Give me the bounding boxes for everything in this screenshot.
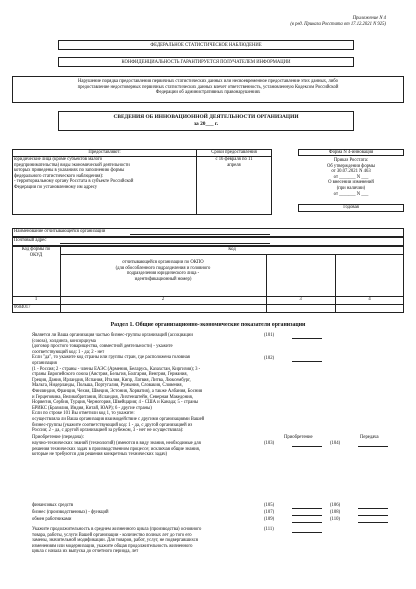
transfer-header: Передача (360, 435, 379, 440)
confidential-box: КОНФИДЕНЦИАЛЬНОСТЬ ГАРАНТИРУЕТСЯ ПОЛУЧАТЕЛЕМ ИНФОРМАЦИИ (58, 57, 354, 67)
warning-line: Нарушение порядка предоставления первичных статистических данных или несвоевременное предоставление этих данных, либо (78, 79, 338, 84)
item-text: научно-технических знаний (технологий) (имеются в виду знания, необходимые для решения технических задач в производственном процессе; исключая общие знания, которые не требуются для решения конкретных технических задач) (32, 441, 201, 458)
acquisition-header: Приобретение (284, 435, 313, 440)
acquisition-label: Приобретение (передача): (32, 435, 84, 440)
warning-box (12, 76, 404, 103)
row-code-102: (102) (264, 356, 275, 361)
item-text: обмен работниками (32, 517, 72, 522)
section-text: Является ли Ваша организация частью бизнес-группы организаций (ассоциации (союза), холдинга, консорциума (договор простого товарищества, совместной деятельности) - укажите соответствующий код: 1 - да; 2 - нет Если "да", то укажите код страны или группы стран, где расположена головная организация (1 - Россия; 2 - страны - члены ЕАЭС (Армения, Беларусь, Казахстан, Киргизия); 3 - страны Европейского союза (Австрия, Бельгия, Болгария, Венгрия, Германия, Греция, Дания, Ирландия, Испания, Италия, Кипр, Латвия, Литва, Люксембург, Мальта, Нидерланды, Польша, Португалия, Румыния, Словакия, Словения, Финляндия, Франция, Чехия, Швеция, Эстония, Хорватия), а также Албания, Босния и Герцеговина, Великобритания, Исландия, Лихтенштейн, Северная Македония, Норвегия, Сербия, Турция, Черногория, Швейцария; 4 - США и Канада; 5 - страны БРИКС (Бразилия, Индия, Китай, ЮАР); 6 - другие страны) Если по строке 101 Вы отметили код 1, то укажите: осуществляла ли Ваша организация взаимодействие с другими организациями Вашей бизнес-группы (укажите соответствующий код: 1 - да, с другой организацией из России; 2 - да, с другой организацией за рубежом, 3 - нет не осуществляла): (32, 333, 205, 434)
warning-line: предоставление недостоверных первичных статистических данных влечет ответственность, установленную Кодексом Российской (77, 84, 339, 90)
row-code-106: (106) (330, 503, 341, 508)
row-code-101: (101) (264, 333, 275, 338)
lifecycle-text: Укажите продолжительность в среднем жизненного цикла (производства) основного товара, работы, услуги Вашей организации - количество полных лет до того его замены, значительной модификации. Для товаров, работ, услуг, не подвергавшихся изменениям или модернизации, укажите общая продолжительность жизненного цикла с начала их выпуска до отчетного периода, лет (32, 527, 202, 555)
col-number: 3 (299, 297, 302, 302)
form-number: Форма N 4-инновация (328, 150, 374, 155)
answer-line-110[interactable] (358, 522, 388, 523)
answer-line-108[interactable] (358, 515, 388, 516)
item-text: финансовых средств (32, 503, 74, 508)
row-code-109: (109) (264, 517, 275, 522)
row-code-104: (104) (330, 441, 341, 446)
okpo-label: отчитывающейся организации по ОКПО (для обособленного подразделения и головного подразделения юридического лица - идентификационный номер) (115, 260, 211, 282)
item-text: бизнес (производственных) - функций (32, 510, 109, 515)
row-code-108: (108) (330, 510, 341, 515)
code-label: Код (228, 247, 236, 252)
answer-line-106[interactable] (358, 508, 388, 509)
answer-line-109[interactable] (292, 522, 322, 523)
answer-line-105[interactable] (292, 508, 322, 509)
title-box (58, 111, 354, 131)
okud-code: 0604017 (14, 305, 31, 310)
row-code-110: (110) (330, 517, 340, 522)
answer-line-101[interactable] (292, 338, 322, 339)
row-code-103: (103) (264, 441, 275, 446)
section-title: Раздел 1. Общие организационно-экономические показатели организации (110, 322, 306, 328)
col-number: 1 (34, 297, 38, 302)
form-title: СВЕДЕНИЯ ОБ ИННОВАЦИОННОЙ ДЕЯТЕЛЬНОСТИ ОРГАНИЗАЦИИ (113, 114, 299, 120)
answer-line-104[interactable] (358, 446, 388, 447)
col-number: 4 (368, 297, 371, 302)
row-code-111: (111) (264, 527, 274, 532)
address-row (12, 237, 404, 246)
answer-line-102[interactable] (292, 361, 322, 362)
submitters-header: Предоставляют: (88, 150, 121, 155)
answer-line-103[interactable] (292, 446, 322, 447)
order-text: Приказ Росстата: Об утверждении формы от 30.07.2021 N 463 от _______ N ___ О внесении изменений (при наличии) от _______ N ___ (326, 158, 376, 197)
warning-line: Федерации об административных правонарушениях (155, 90, 261, 96)
col-number: 2 (161, 297, 165, 302)
periodicity: Годовая (343, 205, 359, 210)
observation-box: ФЕДЕРАЛЬНОЕ СТАТИСТИЧЕСКОЕ НАБЛЮДЕНИЕ (58, 40, 354, 50)
row-code-105: (105) (264, 503, 275, 508)
appendix-number: Приложение N 4 (352, 16, 386, 21)
row-code-107: (107) (264, 510, 275, 515)
okud-label: Код формы по ОКУД (21, 247, 51, 258)
deadline-header: Сроки предоставления (211, 150, 257, 155)
submitters-text: юридические лица (кроме субъектов малого предпринимательства) виды экономической деятельности которых приведены в указаниях по заполнению формы федерального статистического наблюдения): - территориальному органу Росстата в субъекте Российской Федерации по установленному им адресу (14, 157, 134, 190)
revision-note: (в ред. Приказа Росстата от 17.12.2021 N 925) (290, 22, 386, 27)
report-year: за 20___ г. (193, 120, 219, 127)
address-label: Почтовый адрес (14, 238, 47, 243)
org-name-label: Наименование отчитывающейся организации (14, 229, 106, 234)
deadline-text: с 16 февраля по 11 апреля (215, 157, 253, 168)
answer-line-111[interactable] (292, 532, 322, 533)
answer-line-107[interactable] (292, 515, 322, 516)
